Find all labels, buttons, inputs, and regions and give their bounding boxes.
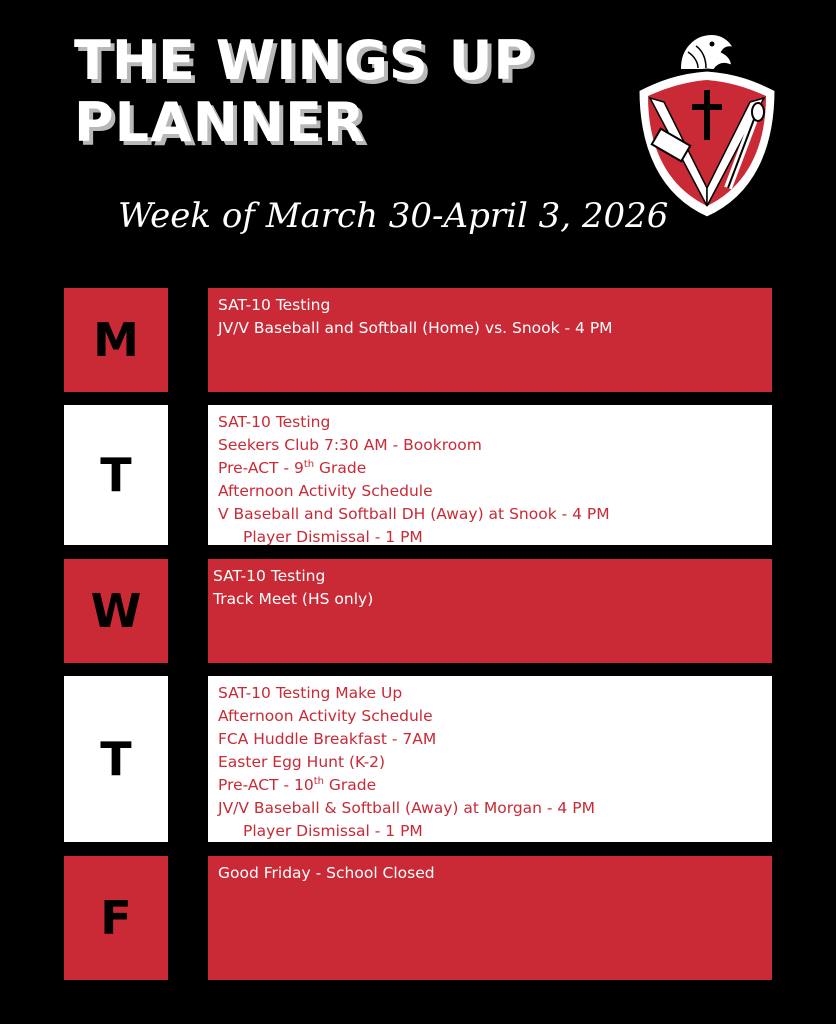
day-events-monday [208,288,772,392]
event-line: SAT-10 Testing Make Up [218,684,403,702]
event-line: Afternoon Activity Schedule [218,707,433,725]
event-line: Seekers Club 7:30 AM - Bookroom [218,436,482,454]
title-line-1: THE WINGS UP [74,29,535,92]
event-line: Track Meet (HS only) [213,590,374,608]
day-events-thursday [208,676,772,842]
event-line: Player Dismissal - 1 PM [243,528,423,546]
event-line: Afternoon Activity Schedule [218,482,433,500]
day-label-friday: F [64,856,168,980]
day-label-wednesday: W [64,559,168,663]
event-line: SAT-10 Testing [213,567,326,585]
week-heading: Week of March 30-April 3, 2026 [118,196,669,236]
title-line-2: PLANNER [74,91,366,154]
event-line: V Baseball and Softball DH (Away) at Snook - 4 PM [218,505,610,523]
day-events-wednesday [208,559,772,663]
event-line: JV/V Baseball & Softball (Away) at Morgan - 4 PM [218,799,595,817]
event-line: Good Friday - School Closed [218,864,435,882]
event-line: Easter Egg Hunt (K-2) [218,753,386,771]
event-line: FCA Huddle Breakfast - 7AM [218,730,437,748]
event-line: JV/V Baseball and Softball (Home) vs. Snook - 4 PM [218,319,613,337]
day-events-tuesday [208,405,772,545]
day-label-tuesday: T [64,405,168,545]
event-line: SAT-10 Testing [218,413,331,431]
event-line: Player Dismissal - 1 PM [243,822,423,840]
event-line: Pre-ACT - 10th Grade [218,775,377,794]
day-label-thursday: T [64,676,168,842]
planner-title [74,30,534,154]
event-line: Pre-ACT - 9th Grade [218,458,367,477]
event-line: SAT-10 Testing [218,296,331,314]
day-label-monday: M [64,288,168,392]
day-events-friday [208,856,772,980]
eagle-shield-crest-icon [628,28,786,224]
